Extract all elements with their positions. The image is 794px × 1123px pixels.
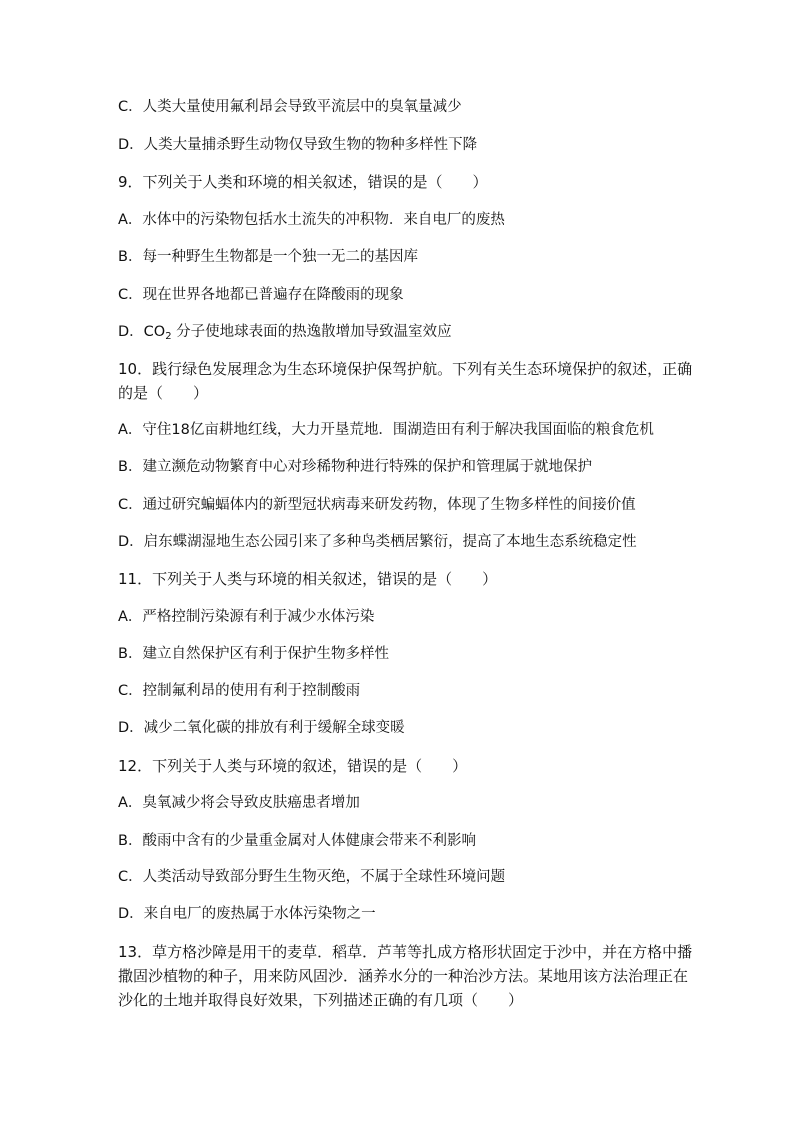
option-11b: B．建立自然保护区有利于保护生物多样性 [118, 646, 389, 662]
option-12b: B．酸雨中含有的少量重金属对人体健康会带来不利影响 [118, 833, 476, 849]
question-11: 11．下列关于人类与环境的相关叙述，错误的是（ ） [118, 570, 498, 588]
question-13-line-1: 13．草方格沙障是用干的麦草．稻草．芦苇等扎成方格形状固定于沙中，并在方格中播 [118, 943, 693, 961]
option-12d: D．来自电厂的废热属于水体污染物之一 [118, 906, 376, 922]
question-10-line-2: 的是（ ） [118, 384, 209, 402]
question-10-line-1: 10．践行绿色发展理念为生态环境保护保驾护航。下列有关生态环境保护的叙述，正确 [118, 360, 693, 378]
co2-subscript: 2 [165, 331, 172, 342]
option-10c: C．通过研究蝙蝠体内的新型冠状病毒来研发药物，体现了生物多样性的间接价值 [118, 497, 636, 513]
option-11d: D．减少二氧化碳的排放有利于缓解全球变暖 [118, 720, 405, 736]
option-11c: C．控制氟利昂的使用有利于控制酸雨 [118, 683, 361, 699]
option-9d-rest: 分子使地球表面的热逸散增加导致温室效应 [171, 324, 452, 340]
option-10a: A．守住18亿亩耕地红线，大力开垦荒地．围湖造田有利于解决我国面临的粮食危机 [118, 422, 654, 438]
option-8c: C．人类大量使用氟利昂会导致平流层中的臭氧量减少 [118, 99, 462, 115]
option-8d: D．人类大量捕杀野生动物仅导致生物的物种多样性下降 [118, 137, 478, 153]
question-13-line-2: 撒固沙植物的种子，用来防风固沙．涵养水分的一种治沙方法。某地用该方法治理正在 [118, 967, 689, 985]
option-10d: D．启东蝶湖湿地生态公园引来了多种鸟类栖居繁衍，提高了本地生态系统稳定性 [118, 534, 637, 550]
question-9: 9．下列关于人类和环境的相关叙述，错误的是（ ） [118, 173, 488, 191]
option-12a: A．臭氧减少将会导致皮肤癌患者增加 [118, 795, 360, 811]
question-13-line-3: 沙化的土地并取得良好效果，下列描述正确的有几项（ ） [118, 991, 524, 1009]
option-11a: A．严格控制污染源有利于减少水体污染 [118, 609, 375, 625]
option-10b: B．建立濒危动物繁育中心对珍稀物种进行特殊的保护和管理属于就地保护 [118, 459, 592, 475]
option-9c: C．现在世界各地都已普遍存在降酸雨的现象 [118, 287, 404, 303]
option-12c: C．人类活动导致部分野生生物灭绝，不属于全球性环境问题 [118, 869, 506, 885]
option-9d-prefix: D．CO [118, 324, 166, 340]
option-9b: B．每一种野生生物都是一个独一无二的基因库 [118, 249, 418, 265]
question-12: 12．下列关于人类与环境的叙述，错误的是（ ） [118, 757, 468, 775]
option-9d [118, 322, 452, 342]
option-9a: A．水体中的污染物包括水土流失的冲积物．来自电厂的废热 [118, 212, 505, 228]
